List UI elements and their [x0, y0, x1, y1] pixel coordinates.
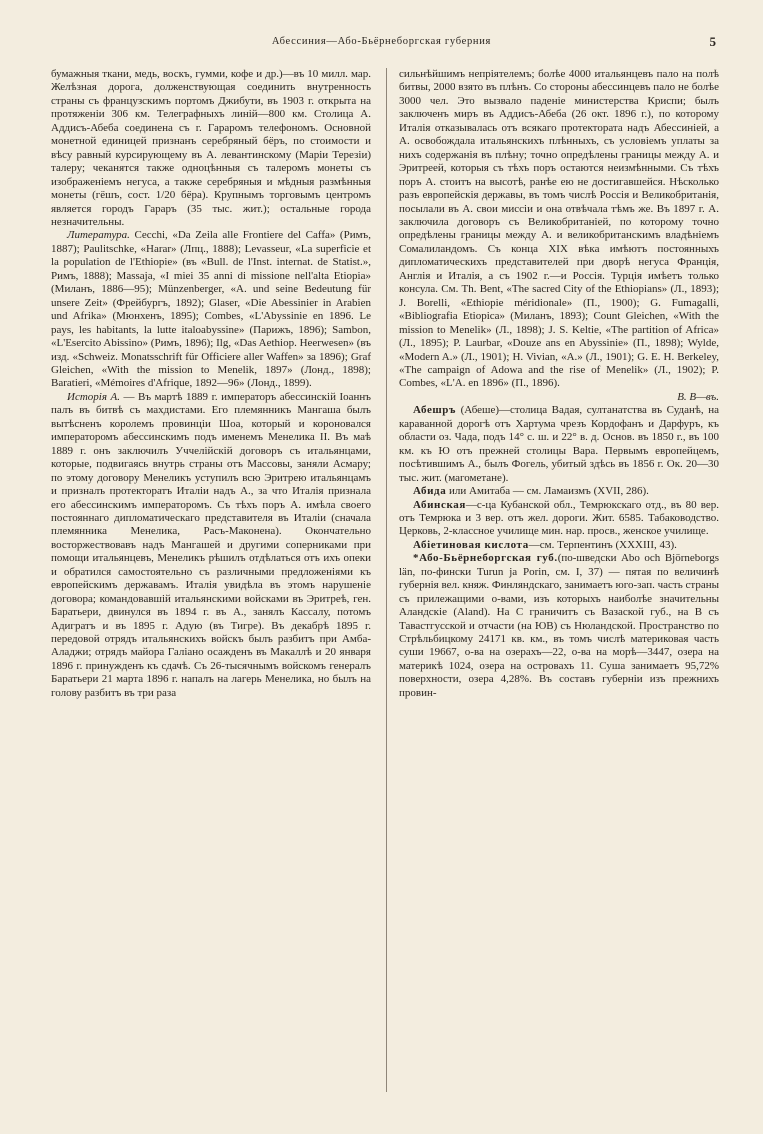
history-continuation-text: сильнѣйшимъ непріятелемъ; болѣе 4000 итальянцевъ пало на полѣ битвы, 2000 взято въ плѣнъ. Со стороны абессинцевъ пало не болѣе 3000 чел. Это вызвало паденіе министерства Криспи; былъ заключенъ миръ въ Аддисъ-Абеба (26 окт. 1896 г.), по которому Италія отказывалась отъ всякаго протектората надъ Абессиніей, а А. освобождала итальянскихъ плѣнныхъ, съ условіемъ уплаты за нихъ содержанія въ плѣну; точно опредѣлены границы между А. и Эритреей, которыя съ тѣхъ поръ остаются неизмѣнными. Съ тѣхъ поръ А. стоитъ на высотѣ, ранѣе ею не достигавшейся. Нѣсколько разъ европейскія державы, въ томъ числѣ Россія и Великобританія, посылали въ А. свои миссіи и она отвѣчала тѣмъ же. Въ 1897 г. А. заключила договоръ съ Великобританіей, по которому точно опредѣлены границы между А. и великобританскимъ владѣніемъ Сомалиландомъ. Съ конца XIX вѣка имѣютъ постоянныхъ дипломатическихъ представителей при дворѣ негуса Франція, Англія и Италія, а съ 1902 г.—и Россія. Турція имѣетъ только консула.: [399, 68, 719, 296]
headword-abietin: Абіетиновая кислота: [413, 538, 529, 551]
entry-abietin-text: —см. Терпентинъ (XXXIII, 43).: [528, 538, 677, 551]
left-column: [51, 68, 371, 700]
column-divider: [386, 68, 387, 1092]
page-header: [0, 34, 763, 54]
entry-abo-text: (по-шведски Abo och Björneborgs län, по-фински Turun ja Porin, см. I, 37) — пятая по величинѣ губернія вел. княж. Финляндскаго, занимаетъ юго-зап. часть страны съ прилежащими о-вами, изъ которыхъ наиболѣе значительны Аландскіе (Aland). На С граничитъ съ Вазаской губ., на В съ Тавастгусской и отчасти (на ЮВ) съ Нюландской. Пространство по Стрѣльбицкому 24171 кв. км., въ томъ числѣ материковая часть суши 19667, о-ва на озерахъ—22, о-ва на морѣ—3447, озера на материкѣ 1024, озера на островахъ 11. Суша занимаетъ 95,72% поверхности, озера 4,28%. Въ составъ губерніи изъ прежнихъ провин-: [399, 552, 719, 699]
page-number: 5: [709, 34, 716, 49]
literature-label: Литература.: [67, 229, 130, 242]
right-column: [399, 68, 719, 700]
literature-paragraph: [51, 229, 371, 390]
entry-abeshr-text: (Абеше)—столица Вадая, султанатства въ Суданѣ, на караванной дорогѣ отъ Хартума чрезъ Кордофанъ и Дарфуръ, къ области оз. Чада, подъ 14° с. ш. и 22° в. д. Основ. въ 1850 г., въ 100 км. къ Ю отъ прежней столицы Вара. Первымъ европейцемъ, посѣтившимъ А., былъ Фогель, убитый здѣсь въ 1856 г. Ок. 20—30 тыс. жит. (магометане).: [399, 404, 719, 484]
history-paragraph: [51, 391, 371, 700]
headword-abeshr: Абешръ: [413, 404, 457, 417]
entry-abida: [399, 485, 719, 498]
economy-paragraph: бумажныя ткани, медь, воскъ, гумми, кофе и др.)—въ 10 милл. мар. Желѣзная дорога, долженствующая соединить внутренность страны съ французскимъ портомъ Джибути, въ 1903 г. открыта на протяженіи 306 км. Телеграфныхъ линій—800 км. Столица А. Аддисъ-Абеба соединена съ г. Гараромъ телефономъ. Основной монетной единицей признанъ серебряный бёръ, по стоимости и вѣсу равный курсирующему въ А. левантинскому (Маріи Терезіи) талеру; чеканятся также одноцѣнныя съ талеромъ монеты съ изображеніемъ негуса, а также серебряныя и мѣдныя размѣнныя монеты (гёшъ, сост. 1/20 бёра). Крупнымъ торговымъ центромъ является городъ Гараръ (35 тыс. жит.); остальные города незначительны.: [51, 68, 371, 228]
headword-abida: Абида: [413, 485, 447, 498]
running-title: Абессиния—Або-Бьёрнеборгская губерния: [271, 36, 492, 47]
entry-abo: [399, 552, 719, 700]
entry-abeshr: [399, 404, 719, 485]
headword-abinskaya: Абинская: [413, 498, 466, 511]
history-references: См. Th. Bent, «The sacred City of the Ethiopians» (Л., 1893); J. Borelli, «Ethiopie méridionale» (П., 1900); G. Fumagalli, «Bibliografia Etiopica» (Миланъ, 1893); Count Gleichen, «With the mission to Menelik» (Л., 1898); J. S. Keltie, «The partition of Africa» (Л., 1895); P. Laurbar, «Douze ans en Abyssinie» (П., 1898); Wylde, «Modern A.» (Л., 1901); H. Vivian, «A.» (Л., 1901); G. E. H. Berkeley, «The campaign of Adowa and the rise of Menelik» (Л., 1902); P. Combes, «L'A. en 1896» (П., 1896).: [399, 283, 720, 390]
entry-abinskaya-text: —с-ца Кубанской обл., Темрюкскаго отд., въ 80 вер. отъ Темрюка и 3 вер. отъ жел. дороги. Жит. 6585. Табаководство. Церковь, 2-классное училище мин. нар. просв., женское училище.: [399, 498, 719, 538]
entry-abietin: [399, 539, 719, 552]
history-continuation: [399, 68, 719, 404]
entry-abida-text: или Амитаба — см. Ламаизмъ (XVII, 286).: [449, 485, 649, 498]
author-signature: В. В—въ.: [677, 390, 719, 403]
history-label: Исторія А.: [67, 390, 120, 403]
entry-abinskaya: [399, 499, 719, 539]
history-text: — Въ мартѣ 1889 г. императоръ абессинскій Іоаннъ палъ въ битвѣ съ махдистами. Его племянникъ Мангаша былъ вытѣсненъ королемъ провинціи Шоа, который и короновался императоромъ абессинскимъ подъ именемъ Менелика II. Въ маѣ 1889 г. онъ заключилъ Уччелійскій договоръ съ итальянцами, которые, подвигаясь внутрь страны отъ Массовы, заняли Асмару; по этому договору Менеликъ уступилъ всю Эритрею итальянцамъ и призналъ протекторатъ Италіи надъ А., за что Италія признала его абессинскимъ императоромъ. Съ тѣхъ поръ А. имѣла своего постояннаго дипломатическаго представителя въ Италіи (сначала племянника Менелика, Расъ-Маконена). Окончательно восторжествовавъ надъ Мангашей и другими соперниками при помощи итальянцевъ, Менеликъ рѣшилъ отдѣлаться отъ ихъ опеки и обратился самостоятельно съ различными предложеніями къ европейскимъ державамъ. Италія увидѣла въ этомъ нарушеніе договора; командовавшій итальянскими войсками въ Эритреѣ, ген. Баратьери, двинулся въ 1894 г. въ А., занялъ Кассалу, потомъ Адигратъ и въ 1895 г. Адую (въ Тигре). Въ декабрѣ 1895 г. передовой отрядъ итальянскихъ войскъ былъ разбитъ при Амба-Аладжи; отрядъ майора Галіано осажденъ въ Макаллѣ и 20 января 1896 г. принужденъ къ сдачѣ. Съ 26-тысячнымъ войскомъ генералъ Баратьери 21 марта 1896 г. напалъ на лагерь Менелика, но былъ на голову разбитъ въ три раза: [51, 390, 371, 699]
literature-text: Cecchi, «Da Zeila alle Frontiere del Caffa» (Римъ, 1887); Paulitschke, «Harar» (Лпц., 1888); Levasseur, «La superficie et la population de l'Ethiopie» (въ «Bull. de l'Inst. internat. de Statist.», Римъ, 1888); Massaja, «I miei 35 anni di missione nell'alta Etiopia» (Миланъ, 1886—95); Münzenberger, «A. und seine Bedeutung für unsere Zeit» (Фрейбургъ, 1892); Glaser, «Die Abessinier in Arabien und Afrika» (Мюнхенъ, 1895); Combes, «L'Abyssinie en 1896. Le pays, les habitants, la lutte italoabyssine» (Парижъ, 1896); Sambon, «L'Esercito Abissino» (Римъ, 1896); Ilg, «Das Aethiop. Heerwesen» (въ изд. «Schweiz. Monatsschrift für Officiere aller Waffen» за 1896); Graf Gleichen, «With the mission to Menelik, 1897» (Лонд., 1898); Baratieri, «Mémoires d'Afrique, 1892—96» (Лонд., 1899).: [51, 229, 371, 390]
headword-abo: *Або-Бьёрнеборгская губ.: [413, 552, 558, 565]
